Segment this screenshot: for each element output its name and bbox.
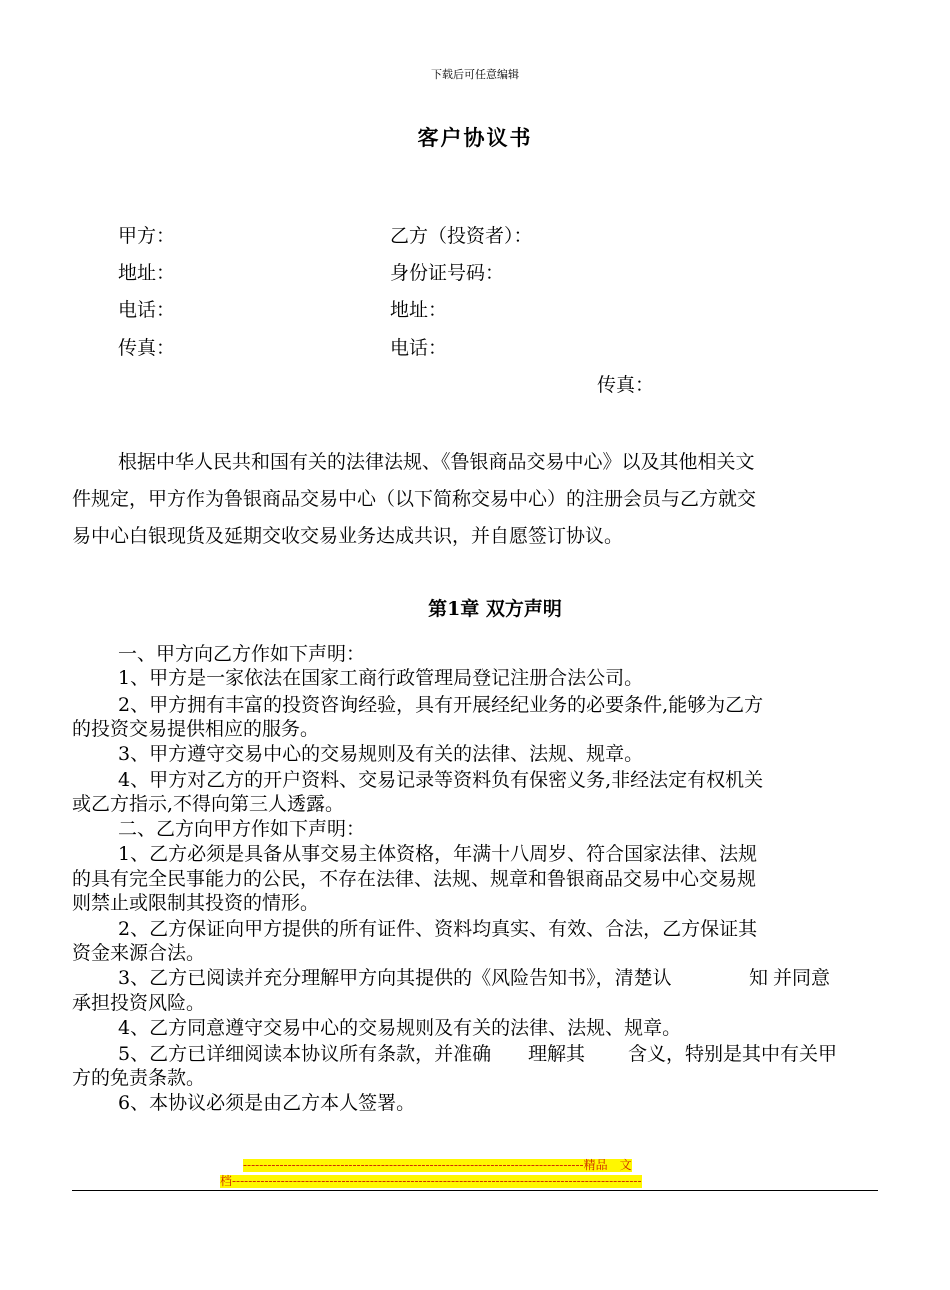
chapter-1-title: 第1章 双方声明 [428,598,562,620]
clause-line: 则禁止或限制其投资的情形。 [72,892,320,914]
clause-line: 3、乙方已阅读并充分理解甲方向其提供的《风险告知书》，清楚认 [118,967,672,989]
clause-fragment: 并同意 [773,967,831,989]
intro-line-3: 易中心白银现货及延期交收交易业务达成共识，并自愿签订协议。 [72,525,624,547]
clause-line: 2、甲方拥有丰富的投资咨询经验，具有开展经纪业务的必要条件,能够为乙方 [118,694,764,716]
clause-fragment: 理解其 [528,1043,586,1065]
clause-line: 或乙方指示,不得向第三人透露。 [72,793,345,815]
footer-watermark-line-2: 档----------------------------------------------------------------------------------------------------- [220,1174,642,1188]
party-a-label: 甲方： [118,225,176,247]
clause-line: 6、本协议必须是由乙方本人签署。 [118,1092,416,1114]
header-note: 下载后可任意编辑 [431,68,519,81]
clause-line: 1、乙方必须是具备从事交易主体资格，年满十八周岁、符合国家法律、法规 [118,843,758,865]
clause-line: 4、乙方同意遵守交易中心的交易规则及有关的法律、法规、规章。 [118,1017,682,1039]
footer-divider [72,1190,878,1191]
clause-fragment: 含义，特别是其中有关甲 [628,1043,838,1065]
clause-line: 承担投资风险。 [72,992,206,1014]
party-a-fax-label: 传真： [118,337,176,359]
party-a-phone-label: 电话： [118,299,176,321]
clause-fragment: 知 [749,967,769,989]
party-b-phone-label: 电话： [390,337,448,359]
clause-line: 的投资交易提供相应的服务。 [72,718,320,740]
clause-line: 的具有完全民事能力的公民，不存在法律、法规、规章和鲁银商品交易中心交易规 [72,868,757,890]
clause-line: 资金来源合法。 [72,942,206,964]
clause-line: 4、甲方对乙方的开户资料、交易记录等资料负有保密义务,非经法定有权机关 [118,769,764,791]
document-title: 客户协议书 [417,125,533,150]
party-b-id-label: 身份证号码： [390,262,505,284]
clause-line: 5、乙方已详细阅读本协议所有条款，并准确 [118,1043,492,1065]
party-b-address-label: 地址： [390,299,448,321]
clause-line: 1、甲方是一家依法在国家工商行政管理局登记注册合法公司。 [118,667,644,689]
intro-line-2: 件规定，甲方作为鲁银商品交易中心（以下简称交易中心）的注册会员与乙方就交 [72,488,757,510]
footer-watermark-line-1: ------------------------------------------------------------------------------------精品 文 [243,1158,632,1172]
clause-line: 方的免责条款。 [72,1067,206,1089]
party-b-fax-label: 传真： [597,374,655,396]
party-b-label: 乙方（投资者）： [390,225,533,247]
clause-line: 2、乙方保证向甲方提供的所有证件、资料均真实、有效、合法，乙方保证其 [118,918,758,940]
clause-line: 二、乙方向甲方作如下声明： [118,818,366,840]
party-a-address-label: 地址： [118,262,176,284]
intro-line-1: 根据中华人民共和国有关的法律法规、《鲁银商品交易中心》以及其他相关文 [118,451,755,473]
clause-line: 3、甲方遵守交易中心的交易规则及有关的法律、法规、规章。 [118,743,644,765]
clause-line: 一、甲方向乙方作如下声明： [118,643,366,665]
